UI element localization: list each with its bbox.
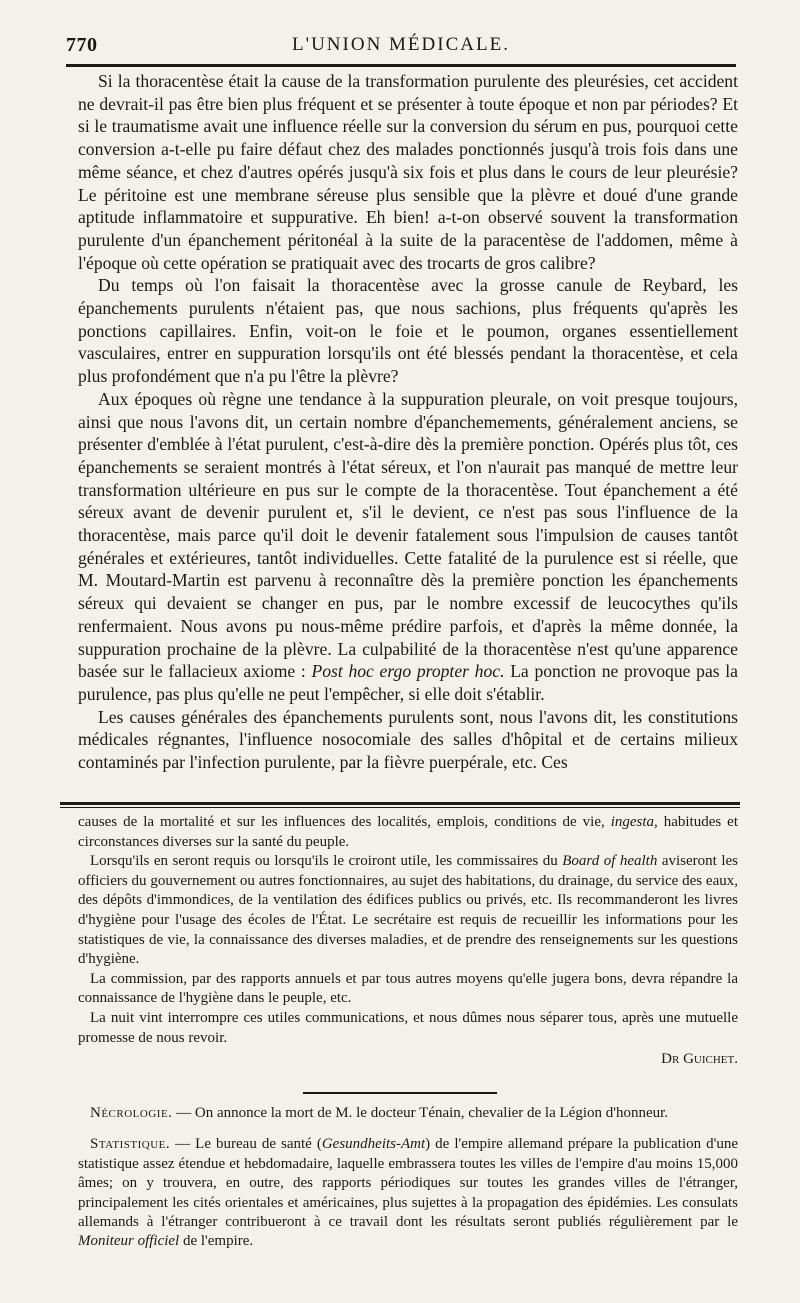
news-text: ) de l'empire allemand prépare la publication d'une statistique assez étendue et hebdomadaire, laquelle embrassera toutes les villes de l'empire d'au moins 15,000 âmes; on y trouvera, en outre, des rapports périodiques sur toutes les grandes villes de l'étranger, principalement les cités orientales et américaines, plus sujettes à la propagation des épidémies. Les consulats allemands à l'étranger contribueront à ce travail dont les résultats seront publiés régulièrement par le	[78, 1136, 739, 1231]
main-text	[78, 70, 738, 774]
paragraph	[78, 852, 738, 970]
paragraph-text: aviseront les officiers du gouvernement ou autres fonctionnaires, au sujet des habitations, du drainage, du service des eaux, des dépôts d'immondices, de la ventilation des édifices publics ou privés, etc. Ils recommanderont les livres d'hygiène pour l'usage des écoles de l'État. Le secrétaire est requis de recueillir les informations pour les statistiques de vie, la connaissance des diverses maladies, et de prendre des renseignements sur les questions d'hygiène.	[78, 853, 739, 968]
news-text: de l'empire.	[182, 1233, 254, 1250]
italic-term: Board of health	[562, 853, 658, 870]
paragraph-text: causes de la mortalité et sur les influences des localités, emplois, conditions de vie,	[78, 814, 605, 830]
news-label: Statistique.	[90, 1136, 171, 1153]
news-label: Nécrologie.	[90, 1105, 173, 1121]
news-text: — On annonce la mort de M. le docteur Ténain, chevalier de la Légion d'honneur.	[176, 1105, 669, 1121]
author-signature: Dr Guichet.	[661, 1051, 738, 1068]
page-header	[66, 28, 736, 58]
separator-rule	[303, 1092, 497, 1094]
paragraph-text: La ponction ne provoque pas la purulence, pas plus qu'elle ne peut l'empêcher, si elle doit s'établir.	[78, 661, 738, 704]
feuilleton-text	[78, 813, 738, 1070]
paragraph-text: Lorsqu'ils en seront requis ou lorsqu'ils le croiront utile, les commissaires du	[90, 853, 558, 870]
paragraph	[78, 388, 738, 706]
running-title: L'UNION MÉDICALE.	[292, 34, 510, 55]
header-rule	[66, 64, 736, 67]
news-section	[78, 1104, 738, 1264]
paragraph	[78, 813, 738, 852]
news-text: — Le bureau de santé (	[175, 1136, 322, 1153]
page-number: 770	[66, 34, 98, 56]
news-item-necrologie	[78, 1104, 738, 1123]
paragraph: Si la thoracentèse était la cause de la transformation purulente des pleurésies, cet accident ne devrait-il pas être bien plus fréquent et se présenter à toute époque et non par périodes? Et si le traumatisme avait une influence réelle sur la conversion du sérum en pus, pourquoi cette conversion a-t-elle pu faire défaut chez des malades ponctionnés jusqu'à trois fois dans une même séance, et chez d'autres opérés jusqu'à six fois et plus dans le cours de leur pleurésie? Le péritoine est une membrane séreuse plus sensible que la plèvre et doué d'une grande aptitude inflammatoire et suppurative. Eh bien! a-t-on observé souvent la transformation purulente d'un épanchement péritonéal à la suite de la paracentèse de l'addomen, même à l'époque où cette opération se pratiquait avec des trocarts de gros calibre?	[78, 71, 738, 273]
news-item-statistique	[78, 1135, 738, 1251]
section-rule	[60, 802, 740, 805]
paragraph: La commission, par des rapports annuels et par tous autres moyens qu'elle jugera bons, devra répandre la connaissance de l'hygiène dans le peuple, etc.	[78, 970, 738, 1007]
paragraph: Du temps où l'on faisait la thoracentèse avec la grosse canule de Reybard, les épanchements purulents n'étaient pas, que nous sachions, plus fréquents qu'après les ponctions capillaires. Enfin, voit-on le foie et le poumon, organes essentiellement vasculaires, entrer en suppuration lorsqu'ils ont été blessés pendant la thoracentèse, et cela plus profondément que n'a pu l'être la plèvre?	[78, 275, 738, 387]
paragraph: Les causes générales des épanchements purulents sont, nous l'avons dit, les constitutions médicales régnantes, l'influence nosocomiale des salles d'hôpital et de certains milieux contaminés par l'infection purulente, par la fièvre puerpérale, etc. Ces	[78, 706, 738, 773]
italic-term: Moniteur officiel	[78, 1233, 180, 1250]
italic-term: ingesta,	[610, 814, 658, 830]
paragraph-text: Aux époques où règne une tendance à la suppuration pleurale, on voit presque toujours, ainsi que nous l'avons dit, un certain nombre d'épanchemements, généralement anciens, se présenter d'emblée à l'état purulent, c'est-à-dire dès la première ponction. Opérés plus tôt, ces épanchements se seraient montrés à l'état séreux, et l'on n'aurait pas manqué de mettre leur transformation ultérieure en pus sur le compte de la thoracentèse. Tout épanchement a été séreux avant de devenir purulent et, s'il le devient, ce n'est pas sous l'influence de la thoracentèse, mais parce qu'il doit le devenir fatalement sous l'impulsion de causes tantôt générales et extérieures, tantôt individuelles. Cette fatalité de la purulence est si réelle, que M. Moutard-Martin est parvenu à reconnaître dès la première ponction les épanchements séreux qui devaient se changer en pus, par le nombre excessif de leucocythes qu'ils renfermaient. Nous avons pu nous-même prédire parfois, et d'après la même donnée, la suppuration prochaine de la plèvre. La culpabilité de la thoracentèse n'est qu'une apparence basée sur le fallacieux axiome :	[78, 388, 738, 682]
paragraph-text: habitudes et circonstances diverses sur la santé du peuple.	[78, 814, 738, 850]
section-rule-thin	[60, 807, 740, 808]
paragraph: La nuit vint interrompre ces utiles communications, et nous dûmes nous séparer tous, après une mutuelle promesse de nous revoir.	[78, 1009, 738, 1046]
italic-term: Gesundheits-Amt	[321, 1136, 426, 1153]
latin-axiom: Post hoc ergo propter hoc.	[311, 661, 505, 682]
